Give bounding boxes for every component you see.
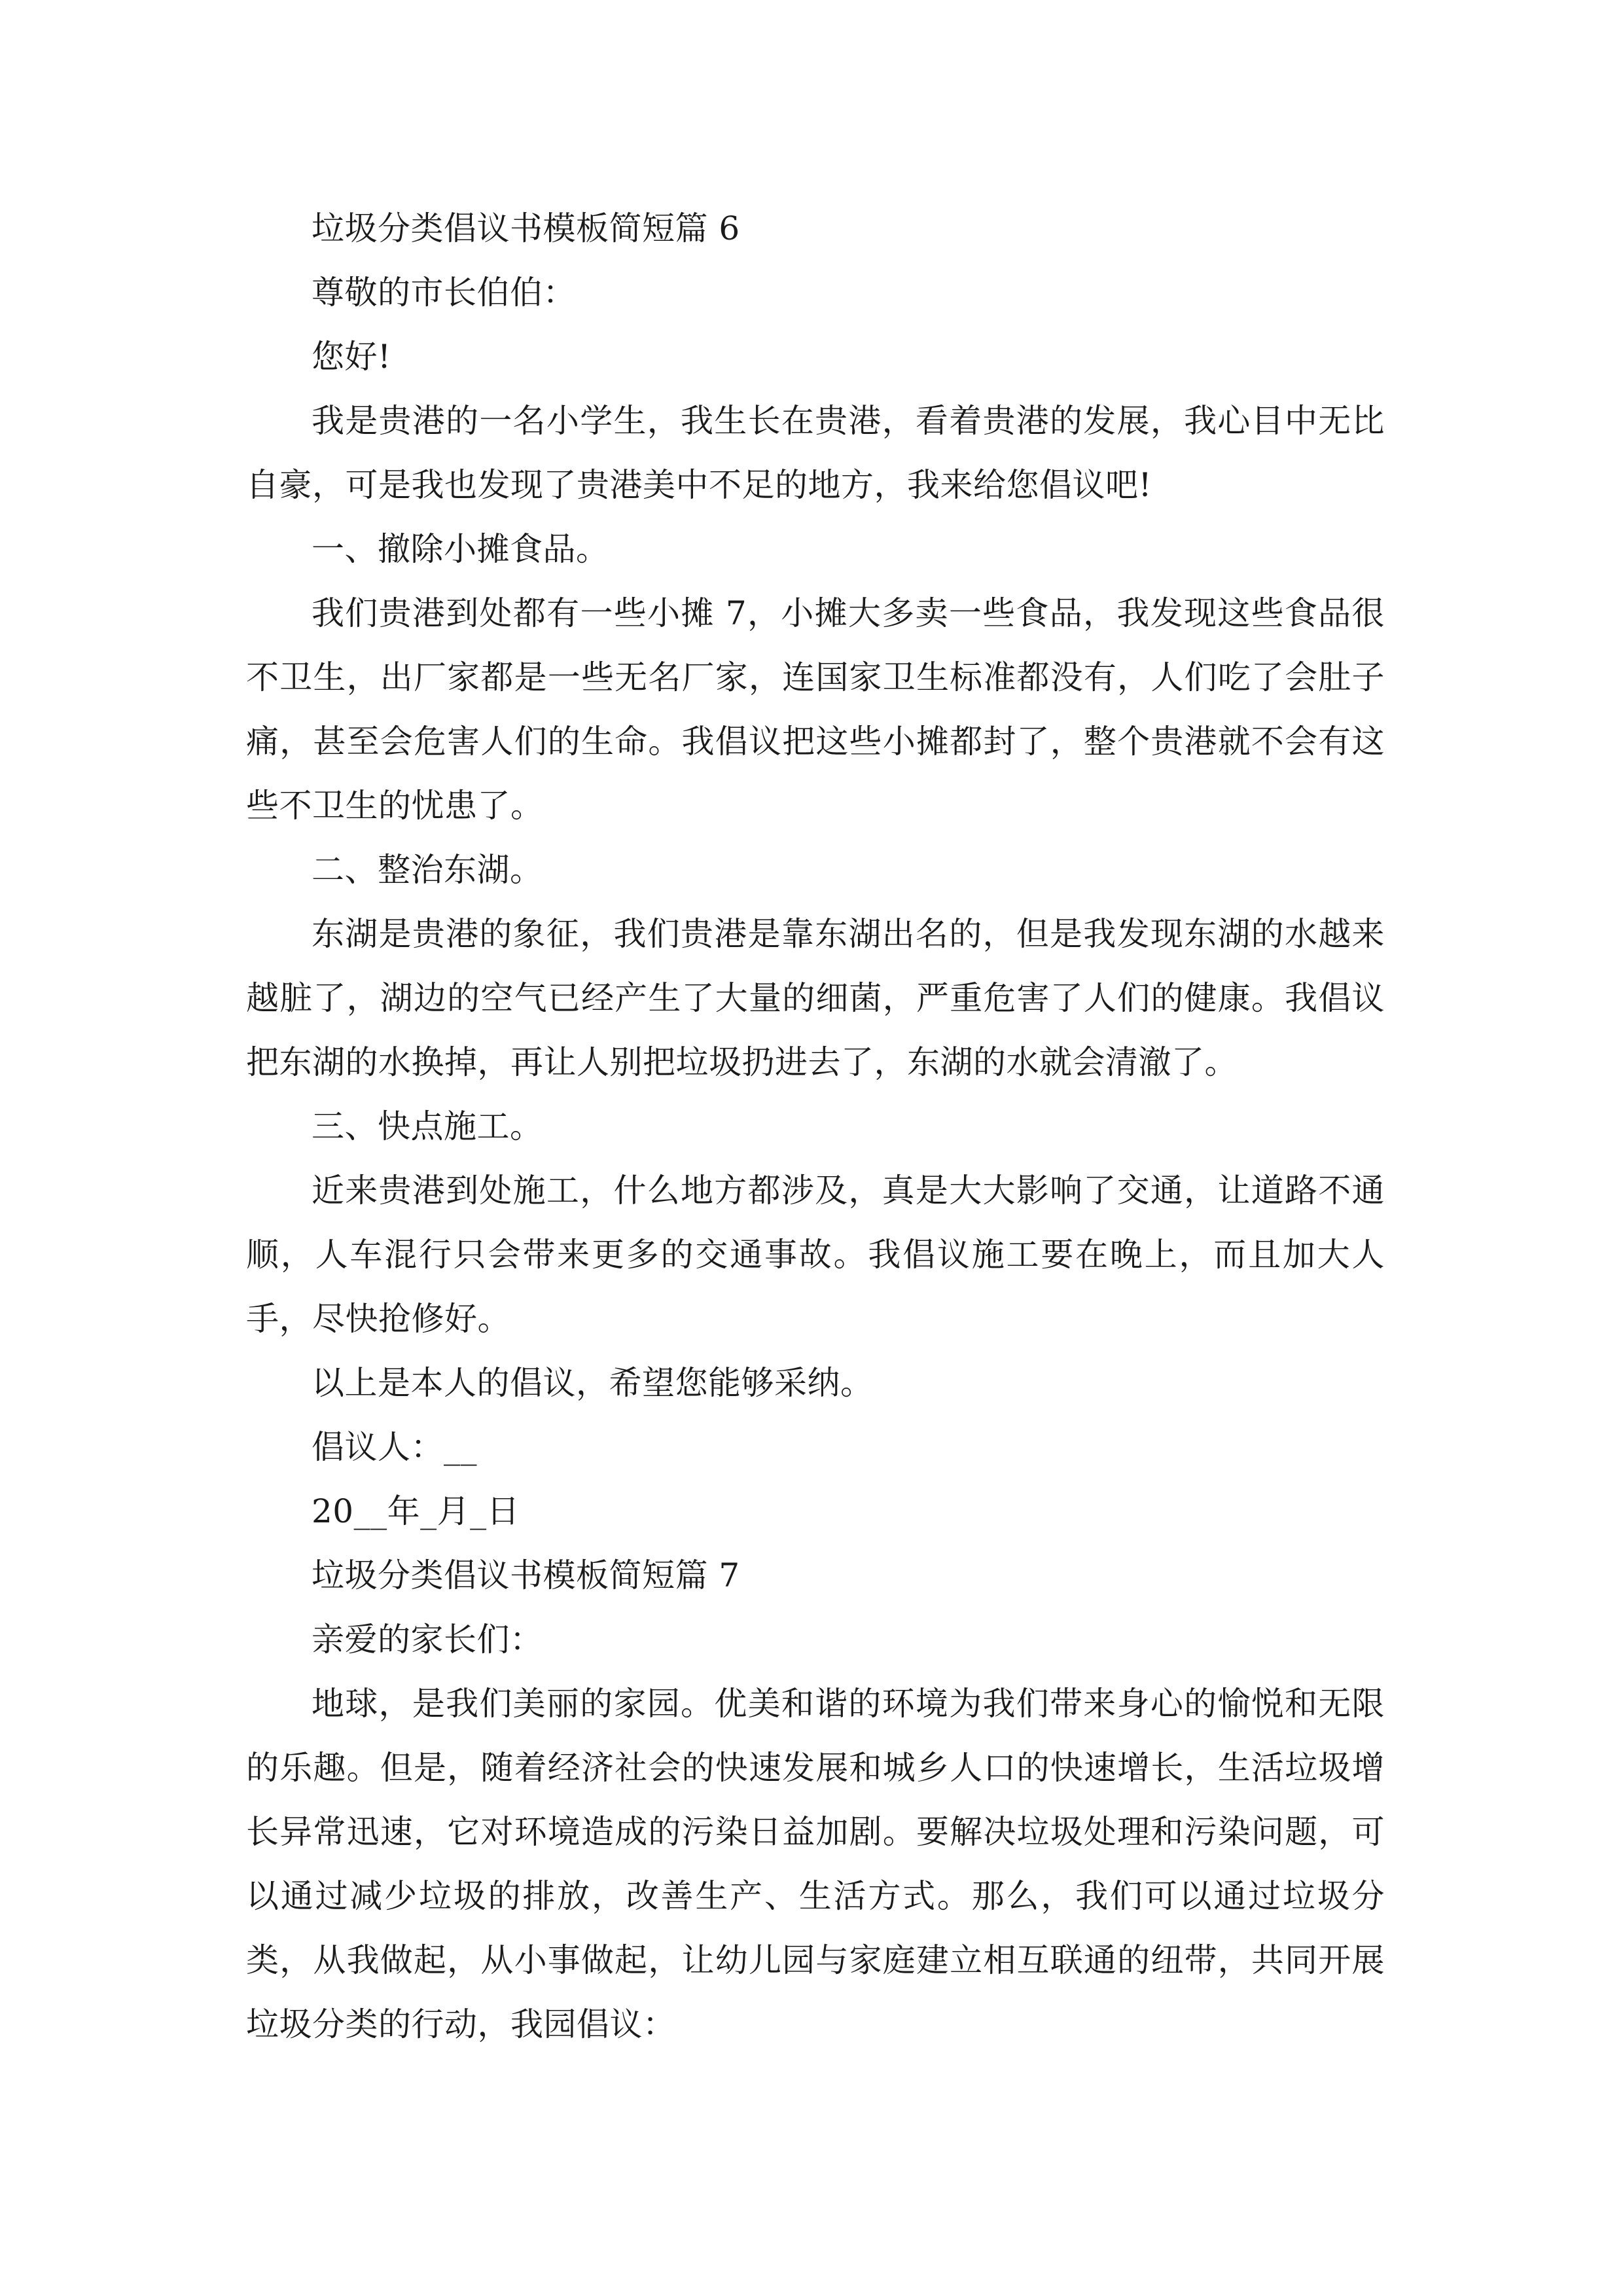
body-paragraph: 地球，是我们美丽的家园。优美和谐的环境为我们带来身心的愉悦和无限的乐趣。但是，随着经济社会的快速发展和城乡人口的快速增长，生活垃圾增长异常迅速，它对环境造成的污染日益加剧。要解决垃圾处理和污染问题，可以通过减少垃圾的排放，改善生产、生活方式。那么，我们可以通过垃圾分类，从我做起，从小事做起，让幼儿园与家庭建立相互联通的纽带，共同开展垃圾分类的行动，我园倡议： — [246, 1685, 1385, 2043]
closing-line: 以上是本人的倡议，希望您能够采纳。 — [312, 1364, 874, 1402]
body-paragraph: 我是贵港的一名小学生，我生长在贵港，看着贵港的发展，我心目中无比自豪，可是我也发现了贵港美中不足的地方，我来给您倡议吧! — [246, 402, 1385, 504]
body-paragraph: 我们贵港到处都有一些小摊 7，小摊大多卖一些食品，我发现这些食品很不卫生，出厂家都是一些无名厂家，连国家卫生标准都没有，人们吃了会肚子痛，甚至会危害人们的生命。我倡议把这些小摊都封了，整个贵港就不会有这些不卫生的忧患了。 — [246, 594, 1385, 825]
salutation: 尊敬的市长伯伯： — [312, 274, 576, 312]
document-page — [246, 196, 1385, 2056]
subheading: 二、整治东湖。 — [312, 851, 543, 889]
salutation: 亲爱的家长们： — [312, 1621, 543, 1659]
greeting: 您好! — [312, 338, 391, 376]
subheading: 一、撤除小摊食品。 — [312, 530, 609, 568]
body-paragraph: 近来贵港到处施工，什么地方都涉及，真是大大影响了交通，让道路不通顺，人车混行只会带来更多的交通事故。我倡议施工要在晚上，而且加大人手，尽快抢修好。 — [246, 1172, 1385, 1338]
subheading: 三、快点施工。 — [312, 1107, 543, 1145]
section-title: 垃圾分类倡议书模板简短篇 7 — [312, 1556, 740, 1594]
signature-line: 倡议人：__ — [312, 1428, 477, 1466]
section-title: 垃圾分类倡议书模板简短篇 6 — [312, 209, 740, 247]
date-line: 20__年_月_日 — [312, 1492, 520, 1530]
body-paragraph: 东湖是贵港的象征，我们贵港是靠东湖出名的，但是我发现东湖的水越来越脏了，湖边的空气已经产生了大量的细菌，严重危害了人们的健康。我倡议把东湖的水换掉，再让人别把垃圾扔进去了，东湖的水就会清澈了。 — [246, 915, 1385, 1081]
